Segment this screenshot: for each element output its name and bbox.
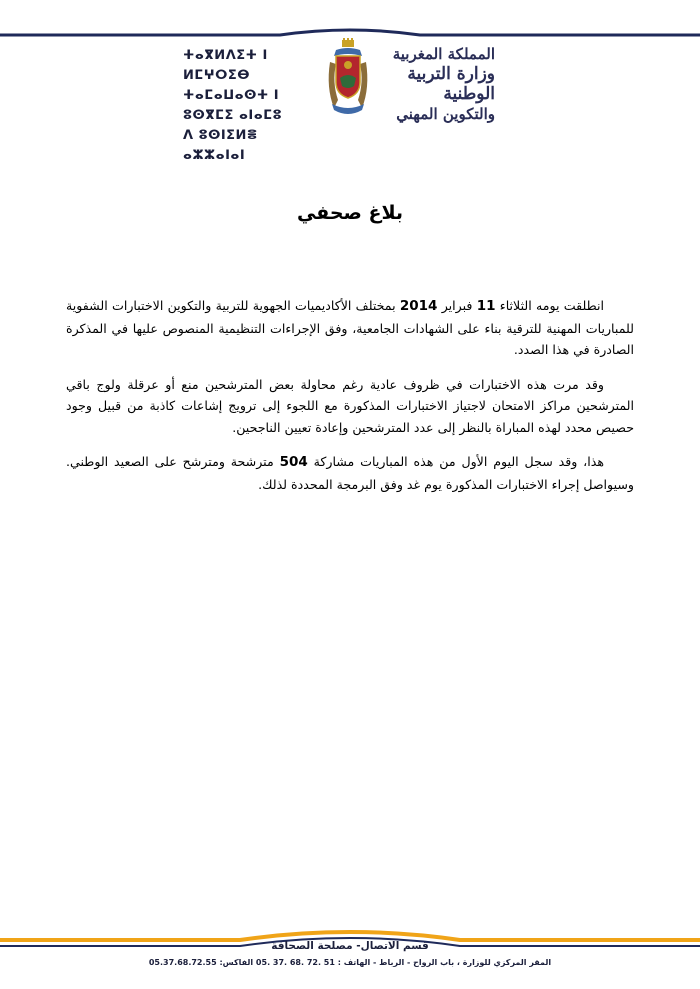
document-title: بلاغ صحفي	[296, 202, 404, 224]
arabic-line-2: وزارة التربية الوطنية	[407, 64, 495, 104]
arabic-line-1: المملكة المغربية	[392, 45, 495, 63]
ministry-name-arabic	[365, 44, 495, 124]
footer-department: قسم الاتصال- مصلحة الصحافة	[271, 940, 429, 952]
tifinagh-line-2: ⵜⴰⵎⴰⵡⴰⵙⵜ ⵏ ⵓⵙⴳⵎⵉ ⴰⵏⴰⵎⵓ	[183, 88, 283, 123]
ministry-name-tifinagh	[183, 46, 323, 166]
paragraph-2: وقد مرت هذه الاختبارات في ظروف عادية رغم محاولة بعض المترشحين منع أو عرقلة ولوج باقي المترشحين مراكز الامتحان لاجتياز الاختبارات المذكورة مع اللجوء إلى ترويج إشاعات كاذبة من قبيل وجود حصيص محدد لهذه المباراة بالنظر إلى عدد المترشحين وإعادة تعيين الناجحين.	[66, 376, 634, 435]
tifinagh-line-3: ⴷ ⵓⵙⵏⵉⵍⴻ ⴰⵣⵣⴰⵏⴰⵏ	[183, 128, 258, 163]
arabic-line-3: والتكوين المهني	[396, 105, 495, 123]
footer-contact: المقر المركزي للوزارة ، باب الرواح - الرباط - الهاتف : 51 .72 .68 .37 .05 الفاكس: 05.37.68.72.55	[148, 958, 552, 967]
paragraph-1: انطلقت يومه الثلاثاء 11 فبراير 2014 بمختلف الأكاديميات الجهوية للتربية والتكوين الاختبارات الشفوية للمباريات المهنية للترقية بناء على الشهادات الجامعية، وفق الإجراءات التنظيمية المنصوص عليها في المذكرة الصادرة في هذا الصدد.	[66, 298, 634, 357]
tifinagh-line-1: ⵜⴰⴳⵍⴷⵉⵜ ⵏ ⵍⵎⵖⵔⵉⴱ	[183, 48, 268, 83]
letterhead	[0, 38, 700, 163]
document-body	[66, 295, 634, 508]
paragraph-3: هذا، وقد سجل اليوم الأول من هذه المباريات مشاركة 504 مترشحة ومترشح على الصعيد الوطني. وسيواصل إجراء الاختبارات المذكورة يوم غد وفق البرمجة المحددة لذلك.	[66, 454, 634, 492]
